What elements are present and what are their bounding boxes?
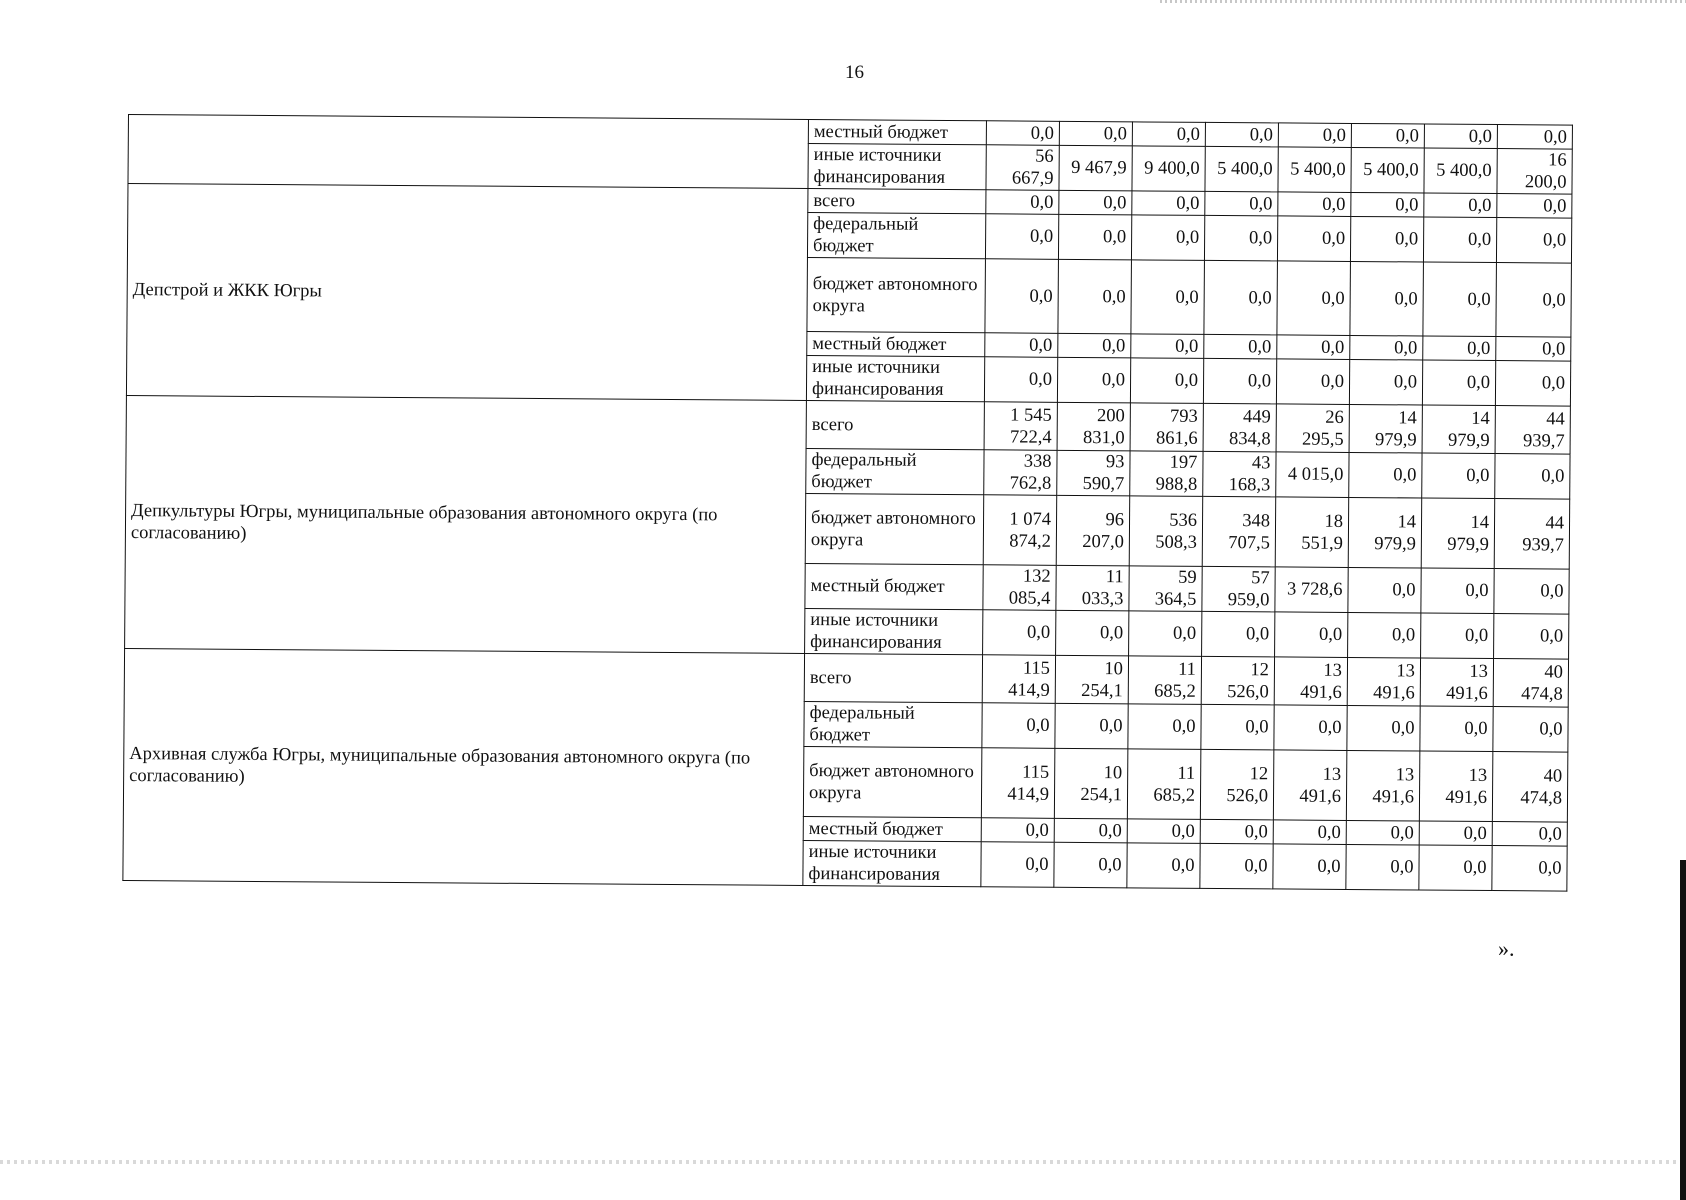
scan-edge-bottom <box>0 1160 1686 1164</box>
table-row <box>126 395 1570 454</box>
amount-cell: 0,0 <box>1058 259 1132 334</box>
amount-cell: 0,0 <box>1274 705 1347 751</box>
amount-cell: 0,0 <box>1132 191 1205 216</box>
amount-cell: 44 939,7 <box>1494 499 1570 570</box>
amount-cell: 0,0 <box>1496 337 1571 362</box>
amount-cell: 536 508,3 <box>1129 496 1203 567</box>
amount-cell: 0,0 <box>1276 359 1349 405</box>
amount-cell: 13 491,6 <box>1274 657 1347 706</box>
amount-cell: 0,0 <box>985 214 1058 260</box>
amount-cell: 0,0 <box>1419 845 1492 891</box>
amount-cell: 0,0 <box>1273 844 1346 890</box>
amount-cell: 0,0 <box>1130 358 1203 404</box>
amount-cell: 793 861,6 <box>1130 403 1203 452</box>
amount-cell: 0,0 <box>984 357 1057 403</box>
amount-cell: 0,0 <box>986 121 1059 146</box>
amount-cell: 0,0 <box>1348 567 1421 613</box>
amount-cell: 96 207,0 <box>1056 495 1130 566</box>
funding-source-cell: иные источники финансирования <box>803 840 981 886</box>
amount-cell: 5 400,0 <box>1351 147 1424 193</box>
amount-cell: 0,0 <box>1423 217 1496 263</box>
funding-source-cell: иные источники финансирования <box>806 355 984 401</box>
amount-cell: 0,0 <box>1054 842 1127 888</box>
amount-cell: 0,0 <box>1495 454 1570 500</box>
amount-cell: 10 254,1 <box>1055 655 1128 704</box>
amount-cell: 0,0 <box>1350 216 1423 262</box>
amount-cell: 0,0 <box>1055 703 1128 749</box>
amount-cell: 1 074 874,2 <box>983 495 1057 566</box>
funding-source-cell: бюджет автономного округа <box>805 493 984 564</box>
amount-cell: 0,0 <box>1054 818 1127 843</box>
amount-cell: 0,0 <box>1492 822 1567 847</box>
amount-cell: 0,0 <box>1127 819 1200 844</box>
funding-source-cell: иные источники финансирования <box>808 143 986 189</box>
funding-source-cell: федеральный бюджет <box>804 701 982 747</box>
organization-cell <box>128 115 808 189</box>
amount-cell: 0,0 <box>1277 216 1350 262</box>
amount-cell: 0,0 <box>1203 358 1276 404</box>
amount-cell: 14 979,9 <box>1422 405 1495 454</box>
amount-cell: 0,0 <box>1424 193 1497 218</box>
organization-cell: Архивная служба Югры, муниципальные образования автономного округа (по согласованию) <box>123 648 805 885</box>
amount-cell: 93 590,7 <box>1057 450 1130 496</box>
amount-cell: 57 959,0 <box>1202 566 1275 612</box>
page-number: 16 <box>845 62 864 83</box>
amount-cell: 13 491,6 <box>1273 750 1347 821</box>
amount-cell: 0,0 <box>1422 453 1495 499</box>
amount-cell: 0,0 <box>1350 335 1423 360</box>
amount-cell: 0,0 <box>1059 190 1132 215</box>
amount-cell: 11 685,2 <box>1127 749 1201 820</box>
amount-cell: 5 400,0 <box>1278 147 1351 193</box>
amount-cell: 0,0 <box>1422 360 1495 406</box>
funding-source-cell: местный бюджет <box>807 331 985 356</box>
amount-cell: 12 526,0 <box>1200 749 1274 820</box>
amount-cell: 40 474,8 <box>1493 659 1568 708</box>
amount-cell: 0,0 <box>1200 819 1273 844</box>
amount-cell: 59 364,5 <box>1129 566 1202 612</box>
amount-cell: 0,0 <box>1346 820 1419 845</box>
amount-cell: 0,0 <box>1131 334 1204 359</box>
amount-cell: 40 474,8 <box>1492 752 1568 823</box>
funding-table <box>122 114 1573 892</box>
amount-cell: 4 015,0 <box>1276 452 1349 498</box>
amount-cell: 0,0 <box>1351 123 1424 148</box>
amount-cell: 0,0 <box>1419 821 1492 846</box>
amount-cell: 0,0 <box>1204 334 1277 359</box>
amount-cell: 0,0 <box>1273 820 1346 845</box>
amount-cell: 0,0 <box>986 190 1059 215</box>
amount-cell: 0,0 <box>1424 124 1497 149</box>
amount-cell: 0,0 <box>1496 263 1572 338</box>
amount-cell: 11 033,3 <box>1056 565 1129 611</box>
amount-cell: 13 491,6 <box>1419 751 1493 822</box>
amount-cell: 26 295,5 <box>1276 404 1349 453</box>
table-body <box>123 115 1573 892</box>
table-row <box>124 648 1568 707</box>
amount-cell: 1 545 722,4 <box>984 402 1057 451</box>
amount-cell: 0,0 <box>1132 122 1205 147</box>
amount-cell: 11 685,2 <box>1128 656 1201 705</box>
funding-source-cell: федеральный бюджет <box>807 212 985 258</box>
amount-cell: 115 414,9 <box>981 748 1055 819</box>
amount-cell: 0,0 <box>1496 218 1571 264</box>
amount-cell: 0,0 <box>983 610 1056 656</box>
amount-cell: 0,0 <box>1421 568 1494 614</box>
amount-cell: 43 168,3 <box>1203 451 1276 497</box>
amount-cell: 0,0 <box>1421 613 1494 659</box>
amount-cell: 449 834,8 <box>1203 403 1276 452</box>
amount-cell: 0,0 <box>1201 704 1274 750</box>
amount-cell: 0,0 <box>1349 359 1422 405</box>
scan-edge-right <box>1680 860 1686 1200</box>
amount-cell: 5 400,0 <box>1205 146 1278 192</box>
amount-cell: 0,0 <box>1351 192 1424 217</box>
amount-cell: 0,0 <box>1059 121 1132 146</box>
amount-cell: 0,0 <box>1492 846 1567 892</box>
amount-cell: 0,0 <box>1204 260 1278 335</box>
amount-cell: 0,0 <box>1278 192 1351 217</box>
amount-cell: 13 491,6 <box>1347 657 1420 706</box>
amount-cell: 132 085,4 <box>983 565 1056 611</box>
amount-cell: 0,0 <box>1494 614 1569 660</box>
amount-cell: 338 762,8 <box>984 450 1057 496</box>
amount-cell: 0,0 <box>985 259 1059 334</box>
amount-cell: 348 707,5 <box>1202 496 1276 567</box>
funding-source-cell: бюджет автономного округа <box>803 746 982 817</box>
amount-cell: 197 988,8 <box>1130 451 1203 497</box>
amount-cell: 0,0 <box>985 333 1058 358</box>
amount-cell: 0,0 <box>1128 704 1201 750</box>
amount-cell: 0,0 <box>1275 612 1348 658</box>
amount-cell: 0,0 <box>1497 194 1572 219</box>
amount-cell: 0,0 <box>1129 611 1202 657</box>
funding-source-cell: местный бюджет <box>803 816 981 841</box>
amount-cell: 0,0 <box>1349 452 1422 498</box>
funding-source-cell: всего <box>808 188 986 213</box>
amount-cell: 0,0 <box>1346 844 1419 890</box>
funding-source-cell: всего <box>804 653 982 702</box>
amount-cell: 56 667,9 <box>986 145 1059 191</box>
amount-cell: 14 979,9 <box>1348 497 1422 568</box>
amount-cell: 0,0 <box>1056 610 1129 656</box>
amount-cell: 115 414,9 <box>982 655 1055 704</box>
amount-cell: 0,0 <box>1131 215 1204 261</box>
funding-source-cell: всего <box>806 400 984 449</box>
amount-cell: 0,0 <box>1494 569 1569 615</box>
amount-cell: 0,0 <box>1348 612 1421 658</box>
amount-cell: 0,0 <box>1278 123 1351 148</box>
amount-cell: 9 467,9 <box>1059 145 1132 191</box>
amount-cell: 0,0 <box>1131 260 1205 335</box>
amount-cell: 18 551,9 <box>1275 497 1349 568</box>
amount-cell: 16 200,0 <box>1497 149 1572 195</box>
amount-cell: 0,0 <box>1205 122 1278 147</box>
organization-cell: Депкультуры Югры, муниципальные образования автономного округа (по согласованию) <box>125 395 807 653</box>
amount-cell: 0,0 <box>1058 333 1131 358</box>
funding-source-cell: местный бюджет <box>805 563 983 609</box>
amount-cell: 200 831,0 <box>1057 402 1130 451</box>
amount-cell: 0,0 <box>1277 261 1351 336</box>
funding-source-cell: федеральный бюджет <box>806 448 984 494</box>
amount-cell: 0,0 <box>1200 843 1273 889</box>
amount-cell: 13 491,6 <box>1346 750 1420 821</box>
amount-cell: 3 728,6 <box>1275 567 1348 613</box>
amount-cell: 0,0 <box>1350 261 1424 336</box>
amount-cell: 0,0 <box>1497 125 1572 150</box>
amount-cell: 13 491,6 <box>1420 658 1493 707</box>
amount-cell: 44 939,7 <box>1495 406 1570 455</box>
amount-cell: 0,0 <box>981 842 1054 888</box>
organization-cell: Депстрой и ЖКК Югры <box>126 184 808 401</box>
amount-cell: 0,0 <box>1127 843 1200 889</box>
amount-cell: 14 979,9 <box>1349 404 1422 453</box>
funding-source-cell: бюджет автономного округа <box>807 257 986 332</box>
amount-cell: 0,0 <box>1347 705 1420 751</box>
amount-cell: 0,0 <box>1423 336 1496 361</box>
end-quote-marker: ». <box>1498 936 1515 961</box>
amount-cell: 0,0 <box>1495 361 1570 407</box>
amount-cell: 5 400,0 <box>1424 148 1497 194</box>
amount-cell: 0,0 <box>1277 335 1350 360</box>
funding-source-cell: иные источники финансирования <box>805 608 983 654</box>
amount-cell: 0,0 <box>1423 262 1497 337</box>
amount-cell: 10 254,1 <box>1054 748 1128 819</box>
amount-cell: 0,0 <box>1420 706 1493 752</box>
amount-cell: 9 400,0 <box>1132 146 1205 192</box>
amount-cell: 12 526,0 <box>1201 656 1274 705</box>
scan-edge-top <box>1160 0 1686 3</box>
amount-cell: 0,0 <box>1058 214 1131 260</box>
amount-cell: 0,0 <box>1204 215 1277 261</box>
amount-cell: 14 979,9 <box>1421 498 1495 569</box>
amount-cell: 0,0 <box>1205 191 1278 216</box>
amount-cell: 0,0 <box>1057 357 1130 403</box>
funding-source-cell: местный бюджет <box>808 119 986 144</box>
amount-cell: 0,0 <box>1493 707 1568 753</box>
amount-cell: 0,0 <box>1202 611 1275 657</box>
amount-cell: 0,0 <box>981 818 1054 843</box>
amount-cell: 0,0 <box>982 703 1055 749</box>
